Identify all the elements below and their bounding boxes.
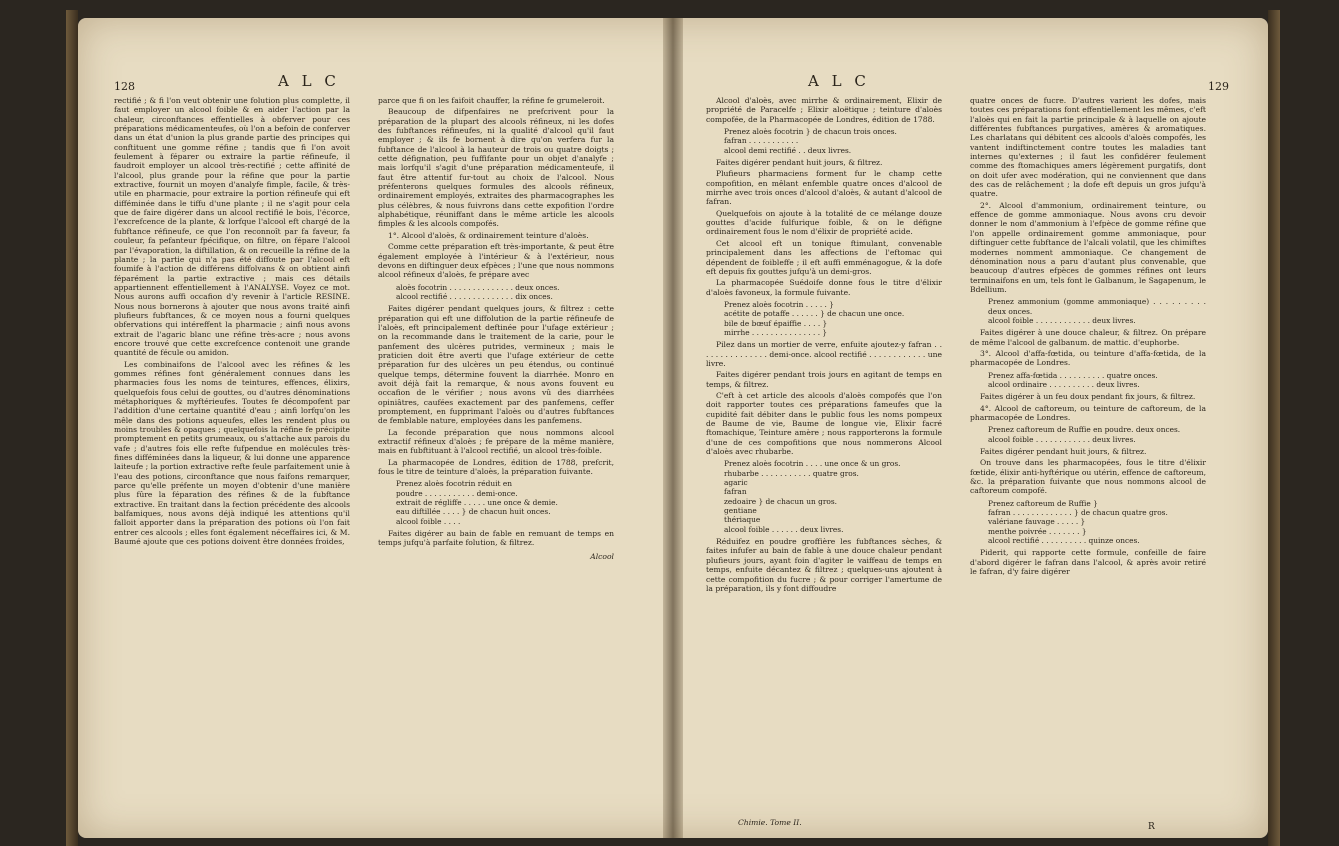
paragraph: quatre onces de fucre. D'autres varient les dofes, mais toutes ces préparations font effentiellement les mêmes, c'eft l'aloès qui en fait la partie principale & à laquelle on ajoute différentes fubftances purgatives, amères & aromatiques. Les charlatans qui débitent ces alcools d'aloès compofés, les vantent indiftinctement contre toutes les maladies tant internes qu'externes ; il faut les confidérer feulement comme des ftomachiques amers légèrement purgatifs, dont on doit ufer avec modération, qui ne conviennent que dans des cas de relâchement ; la dofe eft depuis un gros jufqu'à quatre. bbox=[970, 96, 1206, 199]
paragraph: 1°. Alcool d'aloès, & ordinairement teinture d'aloès. bbox=[388, 230, 589, 240]
recipe-line: gentiane bbox=[724, 506, 757, 516]
recipe-block bbox=[988, 425, 1206, 444]
recipe-line: Prenez caftoreum de Ruffie en poudre. deux onces. bbox=[988, 425, 1181, 435]
recipe-line: poudre . . . . . . . . . . . demi-once. bbox=[396, 488, 518, 498]
left-column-2 bbox=[378, 96, 614, 561]
catchword: Alcool bbox=[590, 551, 614, 561]
recipe-block bbox=[988, 297, 1206, 325]
recipe-line: alcool foible . . . . bbox=[396, 516, 461, 526]
recipe-block bbox=[724, 300, 942, 337]
right-column-1 bbox=[706, 96, 942, 595]
recipe-block bbox=[396, 479, 614, 526]
recipe-line: fafran bbox=[724, 487, 747, 497]
recipe-line: rhubarbe . . . . . . . . . . . quatre gros. bbox=[724, 468, 859, 478]
paragraph: Faites digérer pendant trois jours en agitant de temps en temps, & filtrez. bbox=[706, 370, 942, 389]
recipe-block bbox=[988, 371, 1206, 390]
recipe-line: agaric bbox=[724, 478, 748, 488]
book-spread bbox=[78, 18, 1268, 838]
paragraph: Beaucoup de difpenfaires ne prefcrivent pour la préparation de la plupart des alcools réfineux, ni les dofes des fubftances réfineufes, ni la qualité d'alcool qu'il faut employer ; & ils fe bornent à dire qu'on verfera fur la fubftance de l'alcool à la hauteur de trois ou quatre doigts ; cette défignation, peu fuffifante pour un objet d'analyfe ; mais lorfqu'il s'agit d'une préparation médicamenteufe, il faut être attentif fur-tout au choix de l'alcool. Nous préfenterons quelques formules des alcools réfineux, ordinairement employés, extraites des pharmacographes les plus célèbres, & nous fuivrons dans cette expofition l'ordre alphabétique, réuniffant dans le même article les alcools fimples & les alcools compofés. bbox=[378, 107, 614, 229]
recipe-line: Prenez caftoreum de Ruffie } bbox=[988, 498, 1098, 508]
recipe-line: menthe poivrée . . . . . . . } bbox=[988, 526, 1087, 536]
recipe-block bbox=[396, 283, 614, 302]
paragraph: Alcool d'aloès, avec mirrhe & ordinairement, Elixir de propriété de Paracelfe ; Elixir aloëtique ; teinture d'aloès compofée, de la Pharmacopée de Londres, édition de 1788. bbox=[706, 96, 942, 124]
right-page bbox=[678, 18, 1268, 838]
recipe-line: valériane fauvage . . . . . } bbox=[988, 517, 1086, 527]
paragraph: Faites digérer pendant quelques jours, & filtrez : cette préparation qui eft une diffolution de la partie réfineufe de l'aloès, eft principalement deftinée pour l'ufage extérieur ; on la recommande dans le traitement de la carie, pour le panfement des ulcères putrides, vermineux ; mais le praticien doit être averti que l'ufage extérieur de cette préparation fur des ulcères un peu étendus, ou continué quelque temps, détermine fouvent la diarrhée. Monro en avoit déjà fait la remarque, & nous avons fouvent eu occafion de le vérifier ; nous avons vû des diarrhées opiniâtres, caufées exactement par des panfemens, ceffer promptement, en fupprimant l'aloès ou d'autres fubftances de femblable nature, employées dans les panfemens. bbox=[378, 304, 614, 426]
right-page-number: 129 bbox=[1208, 80, 1229, 93]
recipe-line: bile de bœuf épaiffie . . . . } bbox=[724, 318, 828, 328]
recipe-line: mirrhe . . . . . . . . . . . . . . . } bbox=[724, 327, 828, 337]
paragraph: Les combinaifons de l'alcool avec les réfines & les gommes réfines font généralement connues dans les pharmacies fous les noms de teintures, effences, élixirs, quelquefois fous celui de gouttes, ou d'autres dénominations métaphoriques & myftérieufes. Toutes fe décompofent par l'addition d'une certaine quantité d'eau ; ainfi lorfqu'on les mêle dans des potions aqueufes, elles les rendent plus ou moins troubles & opaques ; quelquefois la réfine fe précipite promptement en petits grumeaux, ou s'attache aux parois du vafe ; d'autres fois elle refte fufpendue en molécules très-fines difféminées dans la liqueur, & lui donne une apparence laiteufe ; la portion extractive refte feule parfaitement unie à l'eau des potions, circonftance que nous faifons remarquer, parce qu'elle préfente un moyen d'obtenir d'une manière plus fûre la féparation des réfines & de la fubftance extractive. En traitant dans la fection précédente des alcools balfamiques, nous avons déjà indiqué les attentions qu'il falloit apporter dans la préparation des potions où l'on fait entrer ces alcools ; elles font également néceffaires ici, & M. Baumé ajoute que ces potions doivent être données froides, bbox=[114, 359, 350, 547]
recipe-line: aloès focotrin . . . . . . . . . . . . . . deux onces. bbox=[396, 282, 560, 292]
paragraph: Piderit, qui rapporte cette formule, confeille de faire d'abord digérer le fafran dans l'alcool, & après avoir retiré le fafran, d'y faire digérer bbox=[970, 548, 1206, 577]
right-column-2 bbox=[970, 96, 1206, 579]
page-footer: Chimie. Tome II. bbox=[738, 818, 802, 827]
paragraph: Faites digérer pendant huit jours, & filtrez. bbox=[980, 447, 1147, 457]
recipe-block bbox=[988, 499, 1206, 546]
recipe-line: thériaque bbox=[724, 515, 761, 525]
right-running-head: A L C bbox=[808, 72, 870, 90]
paragraph: On trouve dans les pharmacopées, fous le titre d'élixir fœtide, élixir anti-hyftérique ou utérin, effence de caftoreum, &c. la préparation fuivante que nous nommons alcool de caftoreum compofé. bbox=[970, 458, 1206, 496]
paragraph: 3°. Alcool d'affa-fœtida, ou teinture d'affa-fœtida, de la pharmacopée de Londres. bbox=[970, 348, 1206, 368]
recipe-line: alcool rectifié . . . . . . . . . . quinze onces. bbox=[988, 536, 1140, 546]
paragraph: Réduifez en poudre groffière les fubftances sèches, & faites infufer au bain de fable à une douce chaleur pendant plufieurs jours, ayant foin d'agiter le vaiffeau de temps en temps, enfuite décantez & filtrez ; quelques-uns ajoutent à cette compofition du fucre ; & pour corriger l'amertume de la préparation, ils y font diffoudre bbox=[706, 537, 942, 593]
recipe-line: alcool ordinaire . . . . . . . . . . deux livres. bbox=[988, 379, 1140, 389]
recipe-line: alcool foible . . . . . . deux livres. bbox=[724, 524, 844, 534]
paragraph: Quelquefois on ajoute à la totalité de ce mélange douze gouttes d'acide fulfurique foible, & on le défigne ordinairement fous le nom d'élixir de propriété acide. bbox=[706, 208, 942, 237]
book-edge-left bbox=[66, 10, 78, 846]
book-edge-right bbox=[1268, 10, 1280, 846]
paragraph: Faites digérer à une douce chaleur, & filtrez. On prépare de même l'alcool de galbanum. de mattic. d'euphorbe. bbox=[970, 328, 1206, 347]
recipe-line: fafran . . . . . . . . . . . . . } de chacun quatre gros. bbox=[988, 508, 1168, 518]
recipe-line: Prenez aloès focotrin . . . . une once & un gros. bbox=[724, 459, 901, 469]
recipe-line: acétite de potaffe . . . . . . } de chacun une once. bbox=[724, 309, 905, 319]
paragraph: Faites digérer pendant huit jours, & filtrez. bbox=[716, 158, 883, 168]
paragraph: Faites digérer au bain de fable en remuant de temps en temps jufqu'à parfaite folution, & filtrez. bbox=[378, 529, 614, 548]
left-page bbox=[78, 18, 668, 838]
paragraph: Comme cette préparation eft très-importante, & peut être également employée à l'intérieur & à l'extérieur, nous devons en diftinguer deux efpèces ; l'une que nous nommons alcool réfineux d'aloès, fe prépare avec bbox=[378, 242, 614, 280]
paragraph: La pharmacopée Suédoife donne fous le titre d'élixir d'aloès favoneux, la formule fuivante. bbox=[706, 278, 942, 297]
paragraph: rectifié ; & fi l'on veut obtenir une folution plus complette, il faut employer un alcool foible & en aider l'action par la chaleur, circonftances effentielles à obferver pour ces préparations médicamenteufes, où l'on a befoin de conferver dans un état d'union la plus grande partie des principes qui conftituent une gomme réfine ; tandis que fi l'on avoit feulement à féparer ou extraire la partie réfineufe, il faudroit employer un alcool très-rectifié ; cette affinité de l'alcool, plus grande pour la réfine que pour la partie extractive, fournit un moyen d'analyfe fimple, facile, & très-utile en pharmacie, pour extraire la portion réfineufe qui eft difféminée dans le tiffu d'une plante ; il ne s'agit pour cela que de faire digérer dans un alcool rectifié le bois, l'écorce, l'excrefcence de la plante, & lorfque l'alcool eft chargé de la fubftance réfineufe, ce que l'on reconnoît par fa faveur, fa couleur, fa pefanteur fpécifique, on filtre, on fépare l'alcool par l'évaporation, la diftillation, & on recueille la réfine de la plante ; la partie qui n'a pas été diffoute par l'alcool eft foumife à l'action de différens diffolvans & on obtient ainfi féparément la partie extractive ; mais ces détails appartiennent effentiellement à l'ANALYSE. Voyez ce mot. Nous aurons auffi occafion d'y revenir à l'article RESINE. Nous nous bornerons à ajouter que nous avons traité ainfi plufieurs fubftances, & ce moyen nous a fourni quelques obfervations qui intéreffent la pharmacie ; ainfi nous avons extrait de l'agaric blanc une réfine très-acre ; nous avons encore trouvé que cette excrefcence contenoit une grande quantité de fécule ou amidon. bbox=[114, 96, 350, 358]
paragraph: parce que fi on les faifoit chauffer, la réfine fe grumeleroit. bbox=[378, 96, 605, 105]
recipe-line: Prenez aloès focotrin } de chacun trois onces. bbox=[724, 127, 897, 137]
paragraph: 4°. Alcool de caftoreum, ou teinture de caftoreum, de la pharmacopée de Londres. bbox=[970, 403, 1206, 422]
paragraph: Pilez dans un mortier de verre, enfuite ajoutez-y fafran . . . . . . . . . . . . . . . demi-once. alcool rectifié . . . . . . . . . . . . une livre. bbox=[706, 340, 942, 368]
recipe-line: Prenez aloès focotrin réduit en bbox=[396, 479, 512, 489]
recipe-line: alcool rectifié . . . . . . . . . . . . . . dix onces. bbox=[396, 291, 553, 301]
recipe-line: fafran . . . . . . . . . . . bbox=[724, 136, 799, 146]
recipe-line: Prenez ammonium (gomme ammoniaque) . . . . . . . . . deux onces. bbox=[988, 297, 1206, 316]
paragraph: C'eft à cet article des alcools d'aloès compofés que l'on doit rapporter toutes ces préparations fameufes que la cupidité fait débiter dans le public fous les noms pompeux de Baume de vie, Baume de longue vie, Elixir facré ftomachique, Teinture amère ; nous rapporterons la formule d'une de ces compofitions que nous nommerons Alcool d'aloès avec rhubarbe. bbox=[706, 390, 942, 457]
left-page-number: 128 bbox=[114, 80, 135, 93]
paragraph: Faites digérer à un feu doux pendant fix jours, & filtrez. bbox=[980, 392, 1196, 402]
paragraph: La feconde préparation que nous nommons alcool extractif réfineux d'aloès ; fe prépare de la même manière, mais en fubftituant à l'alcool rectifié, un alcool très-foible. bbox=[378, 427, 614, 456]
recipe-line: zedoaire } de chacun un gros. bbox=[724, 496, 838, 506]
signature-mark: R bbox=[1148, 822, 1155, 832]
recipe-line: Prenez affa-fœtida . . . . . . . . . . quatre onces. bbox=[988, 370, 1158, 380]
recipe-line: Prenez aloès focotrin . . . . . } bbox=[724, 299, 834, 309]
recipe-line: alcool demi rectifié . . deux livres. bbox=[724, 145, 852, 155]
recipe-line: extrait de régliffe . . . . . une once & demie. bbox=[396, 498, 558, 508]
paragraph: 2°. Alcool d'ammonium, ordinairement teinture, ou effence de gomme ammoniaque. Nous avons cru devoir donner le nom d'ammonium à l'efpèce de gomme réfine que l'on appelle ordinairement gomme ammoniaque, pour diftinguer cette fubftance de l'alcali volatil, que les chimiftes modernes nomment ammoniaque. Ce changement de dénomination nous a paru d'autant plus convenable, que beaucoup d'autres efpèces de gommes réfines ont leurs terminaifons en um, tels font le Galbanum, le Sagapenum, le Bdellium. bbox=[970, 200, 1206, 294]
recipe-line: alcool foible . . . . . . . . . . . . deux livres. bbox=[988, 315, 1136, 325]
paragraph: La pharmacopée de Londres, édition de 1788, prefcrit, fous le titre de teinture d'aloès, la préparation fuivante. bbox=[378, 457, 614, 477]
recipe-line: alcool foible . . . . . . . . . . . . deux livres. bbox=[988, 434, 1136, 444]
left-running-head: A L C bbox=[278, 72, 340, 90]
recipe-line: eau diftillée . . . . } de chacun huit onces. bbox=[396, 507, 551, 517]
recipe-block bbox=[724, 459, 942, 534]
left-column-1 bbox=[114, 96, 350, 549]
paragraph: Cet alcool eft un tonique ftimulant, convenable principalement dans les affections de l'eftomac qui dépendent de foibleffe ; il eft auffi emménagogue, & la dofe eft depuis fix gouttes jufqu'à un demi-gros. bbox=[706, 238, 942, 276]
paragraph: Plufieurs pharmaciens forment fur le champ cette compofition, en mêlant enfemble quatre onces d'alcool de mirrhe avec trois onces d'alcool d'aloès, & autant d'alcool de fafran. bbox=[706, 169, 942, 207]
recipe-block bbox=[724, 127, 942, 155]
